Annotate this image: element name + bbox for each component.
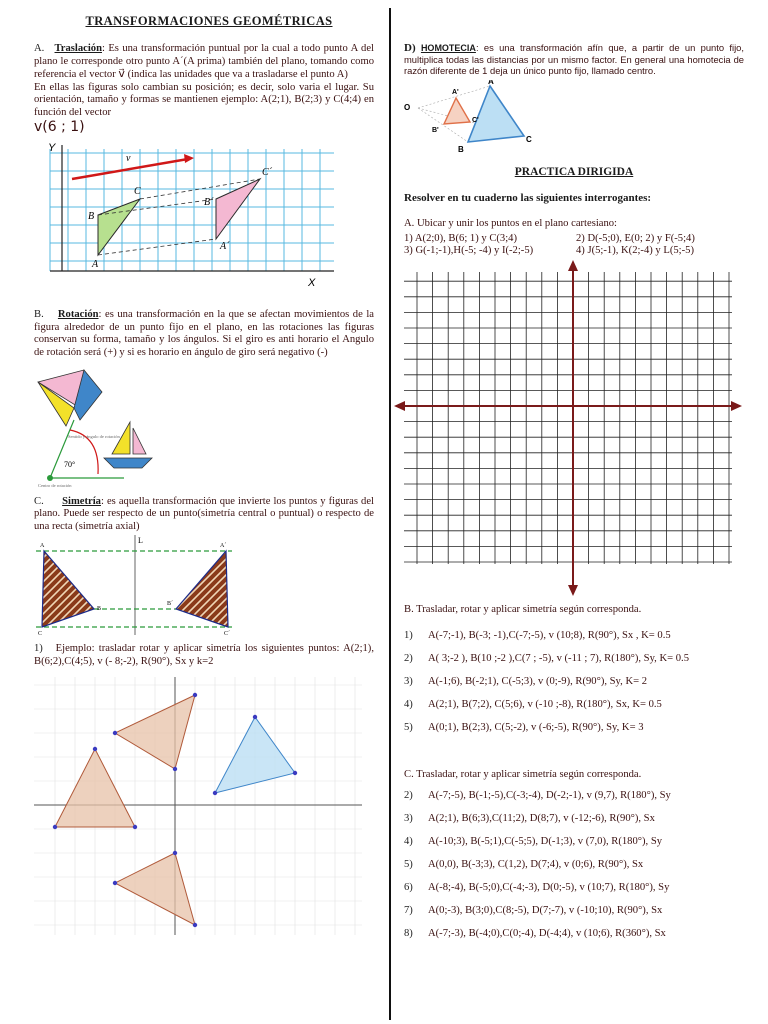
section-c-letter: C. xyxy=(34,495,44,507)
sym-b-label: B xyxy=(97,606,102,613)
part-a-item-2: 2) D(-5;0), E(0; 2) y F(-5;4) xyxy=(576,232,695,244)
part-b-item: 2) A( 3;-2 ), B(10 ;-2 ),C(7 ; -5), v (-11 ; 7), R(180°), Sy, K= 0.5 xyxy=(404,653,689,665)
part-c-item: 7) A(0;-3), B(3;0),C(8;-5), D(7;-7), v (-10;10), R(90°), Sx xyxy=(404,904,663,916)
vector-label: v xyxy=(126,153,131,165)
section-a-body: : Es una transformación puntual por la cual a todo punto A del plano le corresponde otro punto A´(A prima) también del plano, tomando como referencia el vector xyxy=(34,43,374,81)
rotation-radius-1 xyxy=(50,420,74,478)
homotecia-diagram xyxy=(404,80,554,158)
part-c-list xyxy=(404,784,744,945)
homotecia-c-label: C xyxy=(526,135,532,144)
part-b-item: 3) A(-1;6), B(-2;1), C(-5;3), v (0;-9), R(90°), Sy, K= 2 xyxy=(404,676,648,688)
part-c-heading: C. Trasladar, rotar y aplicar simetría según corresponda. xyxy=(404,769,642,781)
symmetry-axis-label: L xyxy=(138,536,143,546)
example-text: Ejemplo: trasladar rotar y aplicar simetría los siguientes puntos: A(2;1), B(6;2),C(4;5), v (- 8;-2), R(90°), Sx y k=2 xyxy=(34,643,374,667)
part-a-item-3: 3) G(-1;-1),H(-5; -4) y I(-2;-5) xyxy=(404,245,534,257)
practica-subtitle: Resolver en tu cuaderno las siguientes interrogantes: xyxy=(404,192,652,204)
part-a-row-2 xyxy=(404,245,744,258)
triangle-translated xyxy=(55,749,135,827)
section-b-name: Rotación xyxy=(57,309,99,321)
section-a-body3: En ellas las figuras solo cambian su posición; es decir, solo varia el lugar. Su orientación, tamaño y formas se mantienen ejemplo: A(2;1), B(2;3) y C(4;4) en función del vector xyxy=(34,81,374,118)
page-title: TRANSFORMACIONES GEOMÉTRICAS xyxy=(85,14,333,28)
practica-title: PRACTICA DIRIGIDA xyxy=(514,166,634,178)
left-column xyxy=(34,14,374,935)
homotecia-large-triangle xyxy=(468,86,524,142)
homotecia-c-prime-label: C' xyxy=(472,117,479,124)
y-axis-up-arrow-icon xyxy=(568,260,578,271)
section-homotecia xyxy=(404,42,744,76)
section-d-letter: D) xyxy=(404,42,416,54)
part-c-item: 5) A(0,0), B(-3;3), C(1,2), D(7;4), v (0;6), R(90°), Sx xyxy=(404,858,644,870)
part-c-item: 6) A(-8;-4), B(-5;0),C(-4;-3), D(0;-5), v (10;7), R(180°), Sy xyxy=(404,881,670,893)
rotation-angle-label: 70° xyxy=(64,459,76,469)
example-1 xyxy=(34,643,374,668)
section-c-body: : es aquella transformación que invierte los puntos y figuras del plano. Puede ser respecto de un punto(simetría central o puntual) o respecto de una recta (simetría axial) xyxy=(34,495,375,532)
sym-c-label: C xyxy=(38,631,43,636)
y-axis-down-arrow-icon xyxy=(568,585,578,596)
sym-c-prime-label: C´ xyxy=(224,631,230,636)
rotation-direction-label: Sentido y ángulo de rotación xyxy=(68,433,120,439)
section-b-letter: B. xyxy=(34,309,44,321)
section-c-name: Simetría xyxy=(62,495,101,507)
column-divider xyxy=(389,8,391,1020)
vector-arrowhead xyxy=(184,154,194,163)
section-a-letter: A. xyxy=(34,43,45,54)
point-b-prime-label: B´ xyxy=(204,197,214,209)
point-c-prime-label: C´ xyxy=(262,167,272,179)
vector-v-icon: v⃗ xyxy=(118,67,125,81)
cartesian-plane xyxy=(394,260,742,596)
sym-a-label: A xyxy=(40,543,45,550)
part-c-item: 3) A(2;1), B(6;3),C(11;2), D(8;7), v (-12;-6), R(90°), Sx xyxy=(404,812,655,824)
translation-grid xyxy=(50,149,334,271)
section-traslacion xyxy=(34,43,374,133)
section-a-vector: v(6 ; 1) xyxy=(34,118,85,135)
example-graph xyxy=(34,677,362,935)
translation-diagram xyxy=(34,139,344,289)
cartesian-grid xyxy=(404,272,732,564)
point-a-prime-label: A´ xyxy=(220,241,230,253)
symmetry-diagram xyxy=(34,535,244,635)
triangle-abc-prime xyxy=(216,179,260,239)
homotecia-a-prime-label: A' xyxy=(452,89,459,96)
section-simetria xyxy=(34,496,374,534)
sym-b-prime-label: B´ xyxy=(167,601,173,608)
section-b-body: : es una transformación en la que se afectan movimientos de la figura alrededor de un punto fijo en el plano, en las rotaciones las figuras conservan su forma, tamaño y los ángulos. Si el giro es anti horario el Angulo de rotación será (+) y si es horario en ángulo de giro será negativo (-) xyxy=(34,309,374,358)
point-a-label: A xyxy=(92,259,99,271)
homotecia-a-label: A xyxy=(488,80,494,86)
part-a-item-1: 1) A(2;0), B(6; 1) y C(3;4) xyxy=(404,232,517,244)
part-a-row-1 xyxy=(404,233,744,246)
part-b-item: 4) A(2;1), B(7;2), C(5;6), v (-10 ;-8), R(180°), Sx, K= 0.5 xyxy=(404,699,662,711)
part-b-item: 5) A(0;1), B(2;3), C(5;-2), v (-6;-5), R(90°), Sy, K= 3 xyxy=(404,722,644,734)
section-a-body2: (indica las unidades que va a trasladarse el punto A) xyxy=(127,69,348,81)
triangle-original xyxy=(42,551,94,627)
part-b-heading: B. Trasladar, rotar y aplicar simetría según corresponda. xyxy=(404,603,642,615)
part-c-item: 2) A(-7;-5), B(-1;-5),C(-3;-4), D(-2;-1), v (9,7), R(180°), Sy xyxy=(404,789,671,801)
homotecia-small-triangle xyxy=(444,98,470,124)
x-axis-left-arrow-icon xyxy=(394,401,405,411)
triangle-original-abc xyxy=(215,717,295,793)
x-axis-right-arrow-icon xyxy=(731,401,742,411)
rotation-diagram xyxy=(34,368,184,490)
part-c-item: 4) A(-10;3), B(-5;1),C(-5;5), D(-1;3), v (7,0), R(180°), Sy xyxy=(404,835,663,847)
point-c-label: C xyxy=(134,186,141,198)
part-a-heading: A. Ubicar y unir los puntos en el plano cartesiano: xyxy=(404,218,617,229)
boat-hull xyxy=(104,458,152,468)
point-b-label: B xyxy=(88,211,95,223)
y-axis-label: Y xyxy=(48,142,56,155)
part-b-item: 1) A(-7;-1), B(-3; -1),C(-7;-5), v (10;8), R(90°), Sx , K= 0.5 xyxy=(404,630,671,642)
rotation-center-label: Centro de rotación xyxy=(38,482,72,488)
homotecia-b-prime-label: B' xyxy=(432,127,439,134)
section-a-name: Traslación xyxy=(54,43,102,54)
x-axis-label: X xyxy=(308,277,316,290)
part-b-list xyxy=(404,624,744,739)
part-a-item-4: 4) J(5;-1), K(2;-4) y L(5;-5) xyxy=(576,245,694,257)
homotecia-b-label: B xyxy=(458,145,464,154)
example-number: 1) xyxy=(34,643,43,655)
homotecia-o-label: O xyxy=(404,103,411,112)
section-d-name: HOMOTECIA xyxy=(420,43,476,53)
right-column xyxy=(404,14,744,945)
boat-sail-pink xyxy=(133,428,146,454)
rotation-center xyxy=(47,475,53,481)
section-d-body: : es una transformación afín que, a partir de un punto fijo, multiplica todas las distancias por un mismo factor. En general una homotecia de razón diferente de 1 deja un único punto fijo, llamado centro. xyxy=(404,42,744,76)
part-c-item: 8) A(-7;-3), B(-4;0),C(0;-4), D(-4;4), v (10;6), R(360°), Sx xyxy=(404,927,666,939)
sym-a-prime-label: A´ xyxy=(220,543,227,550)
section-rotacion xyxy=(34,309,374,359)
triangle-reflected xyxy=(176,551,228,627)
